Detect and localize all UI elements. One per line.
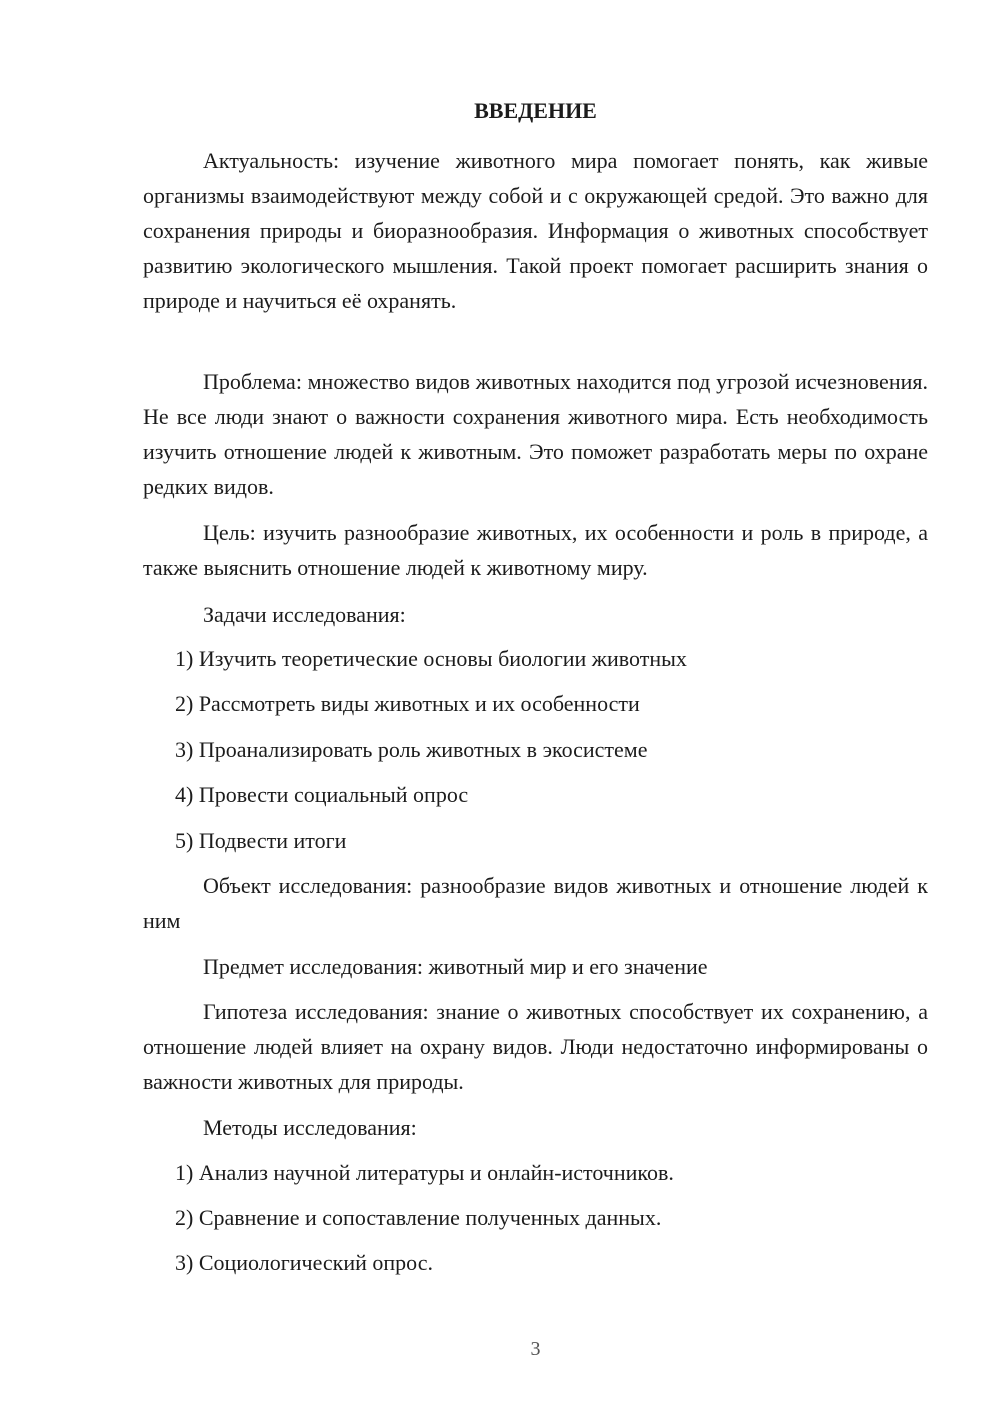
- task-item-5: 5) Подвести итоги: [175, 828, 347, 853]
- goal-paragraph: Цель: изучить разнообразие животных, их особенности и роль в природе, а также выяснить отношение людей к животному миру.: [143, 520, 928, 580]
- methods-title: Методы исследования:: [203, 1115, 417, 1140]
- hypothesis-paragraph: Гипотеза исследования: знание о животных способствует их сохранению, а отношение людей влияет на охрану видов. Люди недостаточно информированы о важности животных для природы.: [143, 999, 928, 1094]
- task-item-1: 1) Изучить теоретические основы биологии животных: [175, 646, 687, 671]
- method-item-2: 2) Сравнение и сопоставление полученных данных.: [175, 1205, 662, 1230]
- method-item-3: 3) Социологический опрос.: [175, 1250, 433, 1275]
- task-item-2: 2) Рассмотреть виды животных и их особенности: [175, 691, 640, 716]
- tasks-title: Задачи исследования:: [203, 602, 406, 627]
- subject-paragraph: Предмет исследования: животный мир и его значение: [203, 954, 708, 979]
- object-paragraph: Объект исследования: разнообразие видов животных и отношение людей к ним: [143, 873, 928, 933]
- task-item-4: 4) Провести социальный опрос: [175, 782, 469, 807]
- task-item-3: 3) Проанализировать роль животных в экосистеме: [175, 737, 648, 762]
- problem-paragraph: Проблема: множество видов животных находится под угрозой исчезновения. Не все люди знают о важности сохранения животного мира. Есть необходимость изучить отношение людей к животным. Это поможет разработать меры по охране редких видов.: [143, 369, 928, 499]
- page-number: 3: [530, 1338, 541, 1360]
- relevance-paragraph: Актуальность: изучение животного мира помогает понять, как живые организмы взаимодействуют между собой и с окружающей средой. Это важно для сохранения природы и биоразнообразия. Информация о животных способствует развитию экологического мышления. Такой проект помогает расширить знания о природе и научиться её охранять.: [143, 148, 928, 313]
- section-heading: ВВЕДЕНИЕ: [474, 98, 597, 123]
- method-item-1: 1) Анализ научной литературы и онлайн-источников.: [175, 1160, 674, 1185]
